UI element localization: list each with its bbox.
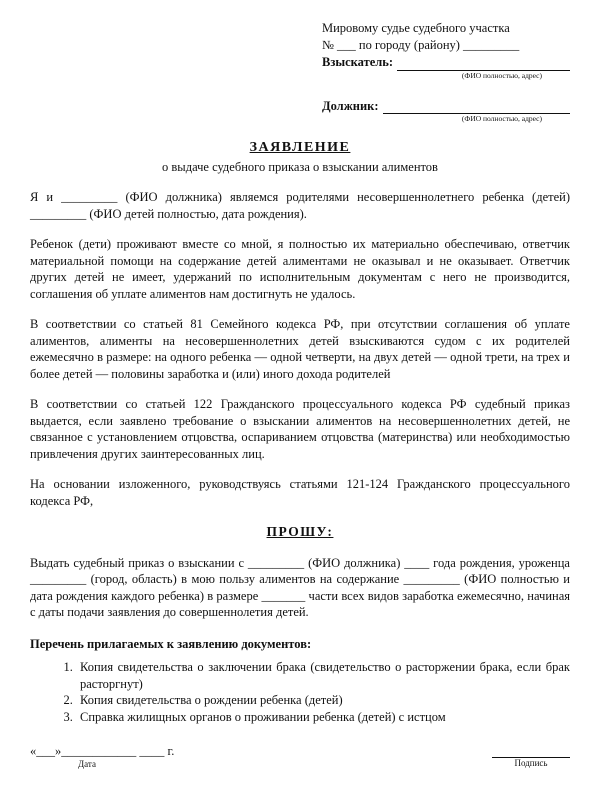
attachment-item-birth-certificate: 2. Копия свидетельства о рождении ребенка (детей) (76, 692, 570, 709)
signature-field (492, 743, 570, 769)
claimant-blank-line (397, 57, 570, 71)
document-title: ЗАЯВЛЕНИЕ (249, 140, 351, 155)
signature-blank-line (492, 749, 570, 758)
title-block (30, 140, 570, 175)
date-blank-line: «___»____________ ____ г. (30, 743, 175, 758)
court-address-block (322, 20, 570, 123)
date-field (30, 743, 174, 771)
debtor-hint: (ФИО полностью, адрес) (461, 114, 542, 123)
request-heading: ПРОШУ: (266, 524, 334, 539)
paragraph-parents: Я и _________ (ФИО должника) являемся родителями несовершеннолетнего ребенка (детей) _________ (ФИО детей полностью, дата рождения). (30, 190, 570, 221)
claimant-hint: (ФИО полностью, адрес) (461, 70, 542, 80)
signature-label: Подпись (514, 757, 548, 768)
attachments-heading: Перечень прилагаемых к заявлению документов: (30, 636, 312, 651)
claimant-label: Взыскатель: (322, 55, 394, 69)
claimant-field (322, 54, 570, 71)
court-line-1: Мировому судье судебного участка (322, 21, 510, 35)
court-line-2: № ___ по городу (району) _________ (322, 37, 520, 52)
attachment-item-marriage-certificate: 1. Копия свидетельства о заключении брака (свидетельство о расторжении брака, если брак расторгнут) (76, 659, 570, 692)
attachments-list (30, 659, 570, 725)
debtor-blank-line (383, 100, 570, 114)
header-spacer (322, 89, 570, 97)
document-subtitle: о выдаче судебного приказа о взыскании алиментов (162, 159, 438, 174)
date-label: Дата (78, 759, 96, 769)
footer (30, 743, 570, 771)
request-paragraph: Выдать судебный приказ о взыскании с _________ (ФИО должника) ____ года рождения, уроженца _________ (город, область) в мою пользу алиментов на содержание _________ (ФИО полностью и дата рождения каждого ребенка) в размере _______ части всех видов заработка ежемесячно, начиная с даты подачи заявления до совершеннолетия детей. (30, 555, 570, 619)
paragraph-article-122: В соответствии со статьей 122 Гражданского процессуального кодекса РФ судебный приказ выдается, если заявлено требование о взыскании алиментов на несовершеннолетних детей, не связанное с установлением отцовства, оспариванием отцовства (материнства) или необходимостью привлечения других заинтересованных лиц. (30, 397, 570, 461)
paragraph-article-81: В соответствии со статьей 81 Семейного кодекса РФ, при отсутствии соглашения об уплате алиментов, алименты на несовершеннолетних детей взыскиваются судом с их родителей ежемесячно в размере: на одного ребенка — одной четверти, на двух детей — одной трети, на трех и более детей — половины заработка и (или) иного дохода родителей (30, 317, 570, 381)
paragraph-living-with-me: Ребенок (дети) проживают вместе со мной, я полностью их материально обеспечиваю, ответчик материальной помощи на содержание детей алиментами не оказывал и не оказывает. Ответчик других детей не имеет, удержаний по исполнительным документам с него не производится, соглашения об уплате алиментов нам достигнуть не удалось. (30, 237, 570, 301)
debtor-field (322, 98, 570, 115)
request-heading-block (30, 524, 570, 541)
debtor-label: Должник: (322, 98, 379, 113)
attachment-item-housing-certificate: 3. Справка жилищных органов о проживании ребенка (детей) с истцом (76, 709, 570, 726)
paragraph-legal-basis: На основании изложенного, руководствуясь статьями 121-124 Гражданского процессуального кодекса РФ, (30, 477, 570, 508)
